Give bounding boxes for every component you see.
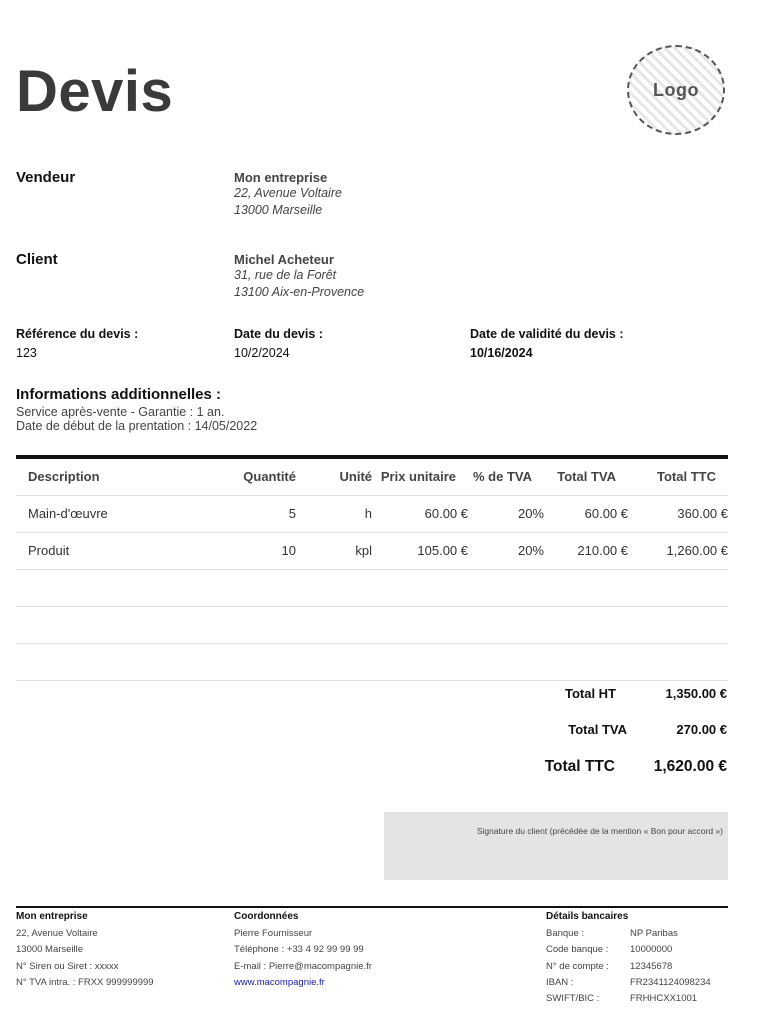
signature-caption: Signature du client (précédée de la mention « Bon pour accord ») [476,826,723,836]
total-ht-value: 1,350.00 € [665,686,727,701]
bank-value: NP Paribas [630,928,678,939]
reference-value: 123 [16,346,37,360]
additional-info [16,386,257,433]
header-unit: Unité [339,469,372,484]
footer-company [16,911,154,991]
date-value: 10/2/2024 [234,346,290,360]
footer-company-line1: 22, Avenue Voltaire [16,928,98,939]
row-description: Main-d'œuvre [28,506,108,521]
seller-address-line2: 13000 Marseille [234,203,323,217]
row-vat-rate: 20% [517,543,544,558]
page-title: Devis [16,59,174,124]
footer-contact-phone: Téléphone : +33 4 92 99 99 99 [234,944,364,956]
logo-text: Logo [653,79,699,100]
header-total-vat: Total TVA [557,469,616,484]
date-block [234,327,323,360]
bank-value: 12345678 [630,960,673,972]
bank-row [546,991,746,1007]
total-ttc-label: Total TTC [544,758,615,775]
reference-label: Référence du devis : [16,327,139,341]
items-table [16,455,728,681]
header-vat-rate: % de TVA [473,469,532,484]
seller-name: Mon entreprise [234,170,328,185]
additional-info-line2: Date de début de la prentation : 14/05/2022 [16,419,258,433]
table-row [16,533,728,570]
header-quantity: Quantité [243,469,296,484]
table-header [16,455,728,496]
table-row-empty [16,644,728,681]
row-unit-price: 60.00 € [424,506,468,521]
validity-value: 10/16/2024 [470,346,533,360]
row-vat-rate: 20% [517,506,544,521]
bank-row [546,942,746,958]
total-tva-value: 270.00 € [676,722,727,737]
row-unit: kpl [355,543,372,558]
table-row [16,496,728,533]
header-total-ttc: Total TTC [657,469,716,484]
row-unit: h [364,506,372,521]
row-total-ttc: 1,260.00 € [666,543,728,558]
bank-row [546,975,746,991]
additional-info-title: Informations additionnelles : [16,386,222,403]
seller-block [234,170,342,219]
footer-bank [546,911,746,1007]
bank-value: 10000000 [630,944,673,956]
total-tva-label: Total TVA [568,722,627,737]
bank-label: SWIFT/BIC : [546,993,600,1005]
row-total-vat: 60.00 € [584,506,628,521]
row-total-ttc: 360.00 € [677,506,728,521]
validity-label: Date de validité du devis : [470,327,624,341]
total-ttc-value: 1,620.00 € [653,758,727,775]
footer-company-vat: N° TVA intra. : FRXX 999999999 [16,976,154,988]
footer-contact-name: Pierre Fournisseur [234,928,313,939]
row-quantity: 5 [288,506,296,521]
footer-company-line2: 13000 Marseille [16,944,84,956]
footer-contact-title: Coordonnées [234,911,299,922]
footer-company-title: Mon entreprise [16,911,88,922]
row-description: Produit [28,543,70,558]
client-address-line1: 31, rue de la Forêt [234,268,337,282]
bank-label: Banque : [546,928,585,939]
table-row-empty [16,570,728,607]
client-address-line2: 13100 Aix-en-Provence [234,285,365,299]
seller-address-line1: 22, Avenue Voltaire [234,186,342,200]
row-total-vat: 210.00 € [577,543,628,558]
date-label: Date du devis : [234,327,323,341]
signature-box[interactable] [384,812,728,880]
logo-placeholder [627,45,725,135]
total-ht-label: Total HT [564,686,616,701]
footer-divider [16,906,728,908]
bank-value: FRHHCXX1001 [630,993,698,1005]
bank-row [546,926,746,942]
client-block [234,252,364,301]
row-unit-price: 105.00 € [417,543,468,558]
bank-label: N° de compte : [546,960,609,972]
bank-value: FR2341124098234 [630,976,711,988]
client-label: Client [16,251,58,268]
table-row-empty [16,607,728,644]
header-description: Description [28,469,100,484]
client-name: Michel Acheteur [234,252,334,267]
row-quantity: 10 [281,543,296,558]
bank-row [546,959,746,975]
footer-contact [234,911,372,991]
footer-website-link[interactable]: www.macompagnie.fr [234,976,325,988]
validity-block [470,327,624,360]
seller-label: Vendeur [16,169,76,186]
header-unit-price: Prix unitaire [380,469,456,484]
footer-bank-title: Détails bancaires [546,911,629,922]
reference-block [16,327,138,360]
bank-label: Code banque : [546,944,609,956]
footer-contact-email: E-mail : Pierre@macompagnie.fr [234,960,372,972]
footer-company-siren: N° Siren ou Siret : xxxxx [16,960,119,972]
additional-info-line1: Service après-vente - Garantie : 1 an. [16,405,225,419]
bank-label: IBAN : [546,976,574,988]
